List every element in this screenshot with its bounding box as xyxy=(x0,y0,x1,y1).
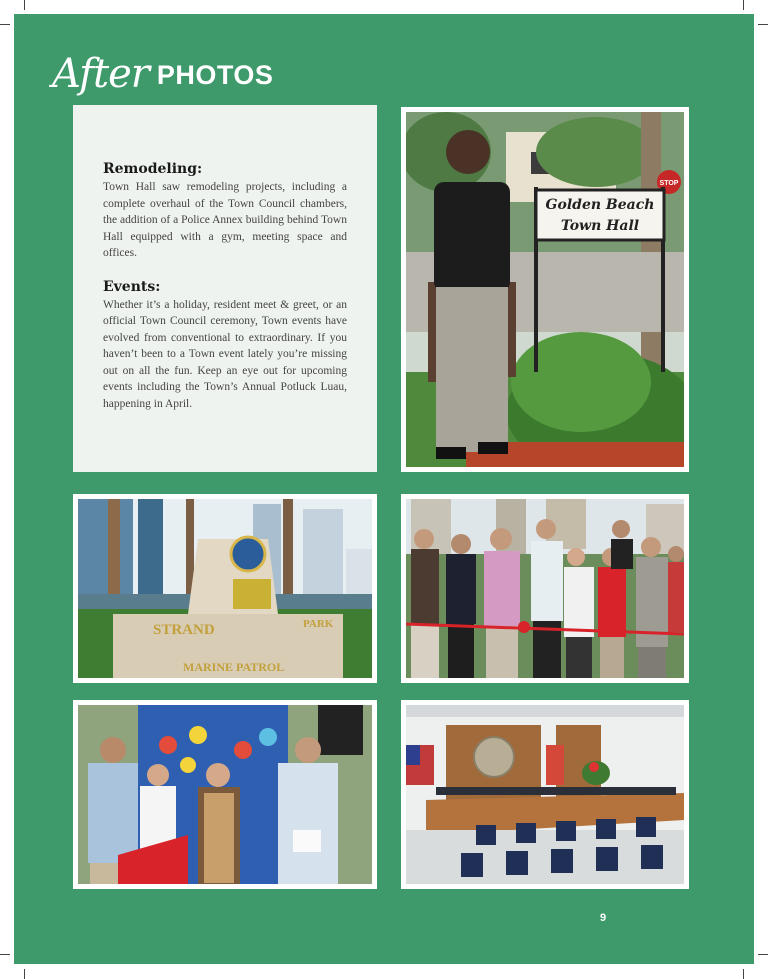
page-title xyxy=(52,40,273,96)
crop-mark xyxy=(758,954,768,955)
photo-strand-park xyxy=(73,494,377,683)
crop-mark xyxy=(24,969,25,979)
crop-mark xyxy=(24,0,25,10)
events-heading: Events: xyxy=(103,278,161,295)
crop-mark xyxy=(743,969,744,979)
photo-town-hall-sign xyxy=(401,107,689,472)
photo-event-speakers xyxy=(73,700,377,889)
crop-mark xyxy=(743,0,744,10)
marine-patrol-text: MARINE PATROL xyxy=(183,660,285,674)
photo-council-chambers xyxy=(401,700,689,889)
remodeling-heading: Remodeling: xyxy=(103,161,203,177)
remodeling-body: Town Hall saw remodeling projects, including a complete overhaul of the Town Council chambers, the addition of a Police Annex building behind Town Hall equipped with a gym, meeting space and offices. xyxy=(103,181,347,259)
crop-mark xyxy=(0,24,10,25)
events-body: Whether it’s a holiday, resident meet & greet, or an official Town Council ceremony, Town events have evolved from conventional to extraordinary. If you haven’t been to a Town event lately you’re missing out on all the fun. Keep an eye out for upcoming events including the Town’s Annual Potluck Luau, happening in April. xyxy=(103,298,347,410)
title-script-word: After xyxy=(52,51,149,97)
crop-mark xyxy=(758,24,768,25)
strand-text: STRAND xyxy=(153,622,215,638)
sign-line-1: Golden Beach xyxy=(545,197,655,213)
park-text: PARK xyxy=(303,618,334,630)
photo-ribbon-cutting xyxy=(401,494,689,683)
page-number: 9 xyxy=(600,912,607,924)
crop-mark xyxy=(0,954,10,955)
sign-line-2: Town Hall xyxy=(560,218,640,234)
title-caps-word: PHOTOS xyxy=(156,60,274,90)
stop-sign-text: STOP xyxy=(659,180,679,187)
text-panel xyxy=(73,105,377,472)
